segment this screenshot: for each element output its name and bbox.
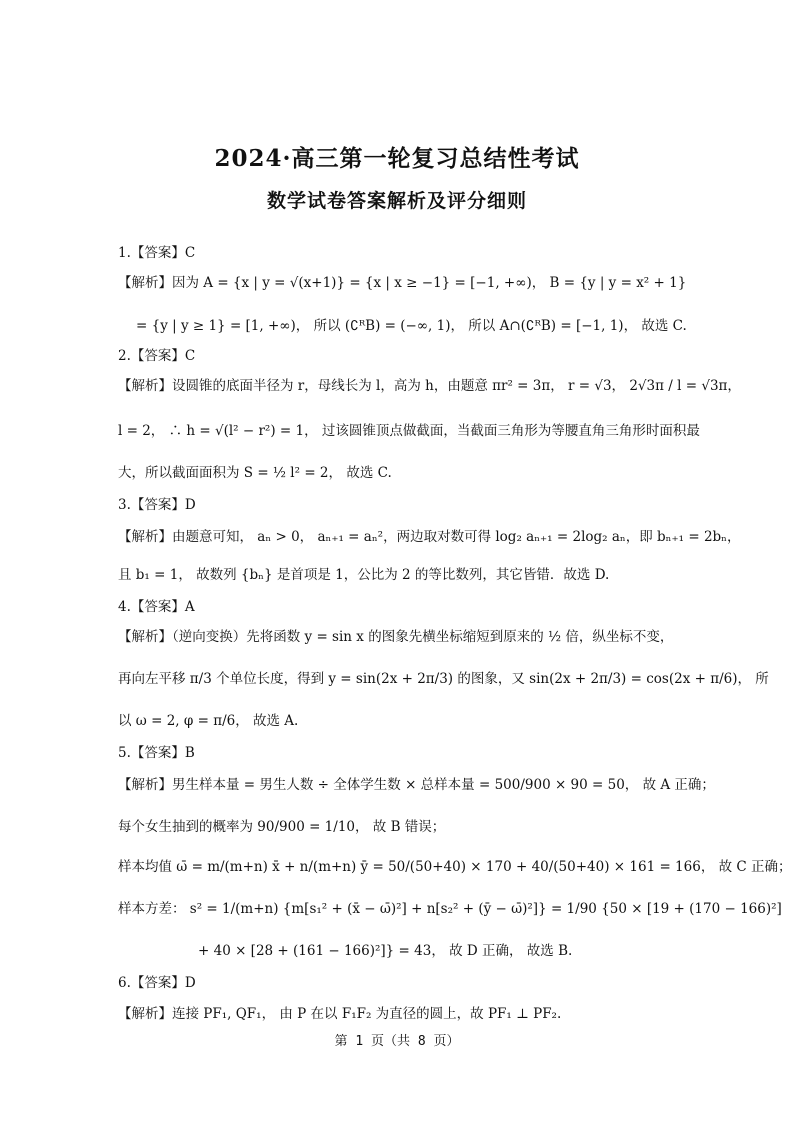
analysis-3-line-1: 【解析】由题意可知， aₙ > 0， aₙ₊₁ = aₙ²，两边取对数可得 log₂ aₙ₊₁ = 2log₂ aₙ，即 bₙ₊₁ = 2bₙ， bbox=[118, 529, 741, 545]
analysis-4-line-1: 【解析】（逆向变换）先将函数 y = sin x 的图象先横坐标缩短到原来的 ½ 倍，纵坐标不变， bbox=[118, 629, 674, 645]
analysis-5-line-1: 【解析】男生样本量 = 男生人数 ÷ 全体学生数 × 总样本量 = 500/900 × 90 = 50， 故 A 正确； bbox=[118, 777, 715, 793]
answer-3: 3.【答案】D bbox=[118, 497, 196, 513]
analysis-1-line-1: 【解析】因为 A = {x | y = √(x+1)} = {x | x ≥ −1} = [−1, +∞)， B = {y | y = x² + 1} bbox=[118, 275, 687, 291]
answer-4: 4.【答案】A bbox=[118, 599, 195, 615]
analysis-5-line-4: 样本方差： s² = 1/(m+n) {m[s₁² + (x̄ − ω̄)²] + n[s₂² + (ȳ − ω̄)²]} = 1/90 {50 × [19 + (170 − 166)²] bbox=[118, 901, 782, 917]
analysis-4-line-3: 以 ω = 2, φ = π/6， 故选 A. bbox=[118, 713, 299, 729]
analysis-1-line-2: = {y | y ≥ 1} = [1, +∞)， 所以 (∁ᴿB) = (−∞, 1)， 所以 A∩(∁ᴿB) = [−1, 1)， 故选 C. bbox=[136, 318, 687, 334]
answer-2: 2.【答案】C bbox=[118, 348, 196, 364]
analysis-2-line-2: l = 2， ∴ h = √(l² − r²) = 1， 过该圆锥顶点做截面，当截面三角形为等腰直角三角形时面积最 bbox=[118, 423, 700, 439]
analysis-6-line-1: 【解析】连接 PF₁, QF₁， 由 P 在以 F₁F₂ 为直径的圆上，故 PF₁ ⊥ PF₂. bbox=[118, 1006, 562, 1022]
analysis-5-line-2: 每个女生抽到的概率为 90/900 = 1/10， 故 B 错误； bbox=[118, 819, 446, 835]
page-subtitle: 数学试卷答案解析及评分细则 bbox=[266, 190, 527, 212]
answer-1: 1.【答案】C bbox=[118, 245, 196, 261]
answer-6: 6.【答案】D bbox=[118, 975, 196, 991]
analysis-2-line-1: 【解析】设圆锥的底面半径为 r，母线长为 l，高为 h，由题意 πr² = 3π， r = √3， 2√3π / l = √3π， bbox=[118, 378, 741, 394]
answer-5: 5.【答案】B bbox=[118, 745, 195, 761]
analysis-3-line-2: 且 b₁ = 1， 故数列 {bₙ} 是首项是 1，公比为 2 的等比数列，其它皆错．故选 D. bbox=[118, 567, 610, 583]
page-number-footer: 第 1 页（共 8 页） bbox=[334, 1034, 460, 1049]
page-title: 2024·高三第一轮复习总结性考试 bbox=[214, 145, 580, 172]
analysis-4-line-2: 再向左平移 π/3 个单位长度，得到 y = sin(2x + 2π/3) 的图象，又 sin(2x + 2π/3) = cos(2x + π/6)， 所 bbox=[118, 671, 769, 687]
analysis-2-line-3: 大，所以截面面积为 S = ½ l² = 2， 故选 C. bbox=[118, 465, 392, 481]
analysis-5-line-3: 样本均值 ω̄ = m/(m+n) x̄ + n/(m+n) ȳ = 50/(50+40) × 170 + 40/(50+40) × 161 = 166， 故 C 正确； bbox=[118, 859, 792, 875]
analysis-5-line-5: + 40 × [28 + (161 − 166)²]} = 43， 故 D 正确， 故选 B. bbox=[198, 943, 573, 959]
